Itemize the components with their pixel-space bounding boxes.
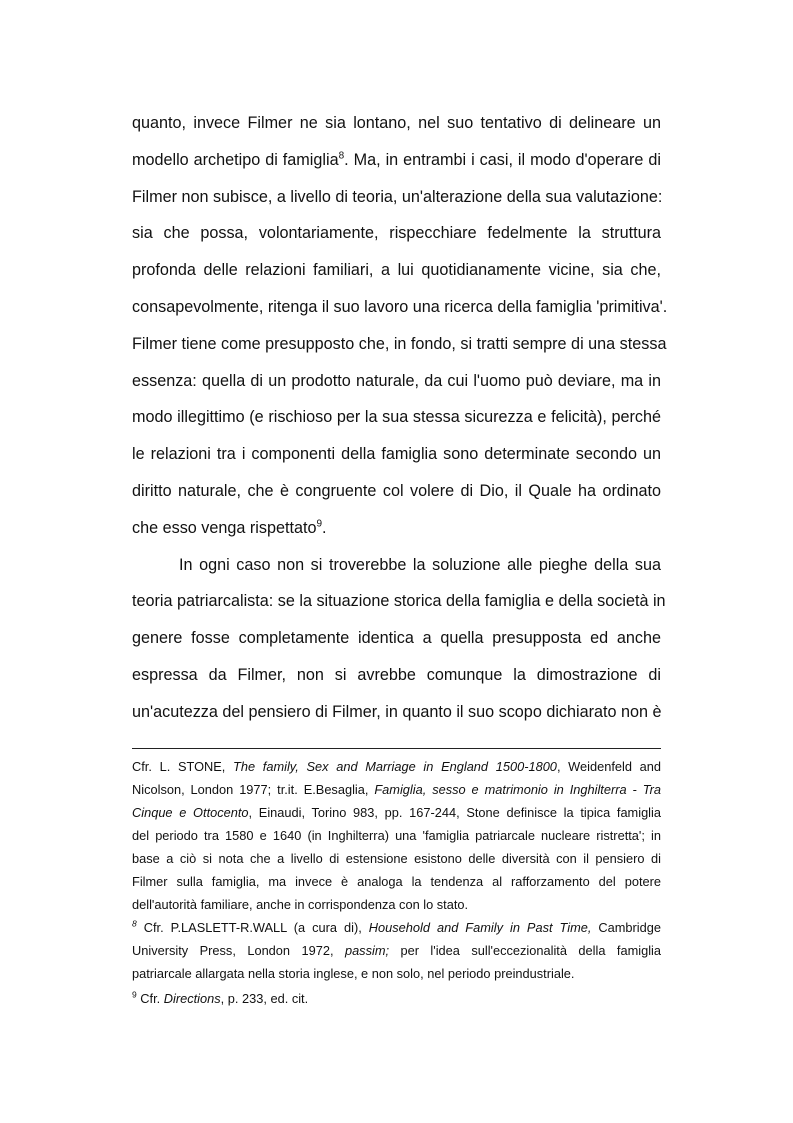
footnote-line bbox=[132, 870, 661, 893]
text-run: per l'idea sull'eccezionalità della famiglia bbox=[389, 943, 662, 958]
text-run: consapevolmente, ritenga il suo lavoro una ricerca della famiglia 'primitiva'. bbox=[132, 297, 668, 316]
text-run: diritto naturale, che è congruente col volere di Dio, il Quale ha ordinato bbox=[132, 481, 661, 500]
body-line bbox=[132, 363, 661, 400]
footnote-line bbox=[132, 962, 661, 985]
body-line bbox=[132, 215, 661, 252]
italic-text: Household and Family in Past Time, bbox=[368, 920, 592, 935]
text-run: del periodo tra 1580 e 1640 (in Inghilterra) una 'famiglia patriarcale nucleare ristretta'; in bbox=[132, 828, 661, 843]
body-text bbox=[132, 105, 668, 731]
text-run: In ogni caso non si troverebbe la soluzione alle pieghe della sua bbox=[179, 555, 661, 574]
text-run: . bbox=[322, 518, 327, 537]
body-line bbox=[132, 694, 661, 731]
text-run: modo illegittimo (e rischioso per la sua stessa sicurezza e felicità), perché bbox=[132, 408, 661, 427]
text-run: . Ma, in entrambi i casi, il modo d'operare di bbox=[344, 150, 661, 169]
text-run: espressa da Filmer, non si avrebbe comunque la dimostrazione di bbox=[132, 665, 661, 684]
footnote-separator bbox=[132, 748, 661, 749]
body-line bbox=[132, 547, 661, 584]
text-run: le relazioni tra i componenti della famiglia sono determinate secondo un bbox=[132, 445, 661, 464]
footnote-marker: 8 bbox=[338, 150, 345, 162]
body-line bbox=[132, 179, 661, 216]
text-run: Filmer tiene come presupposto che, in fondo, si tratti sempre di una stessa bbox=[132, 334, 667, 353]
footnote-marker: 8 bbox=[132, 918, 137, 929]
footnote-line bbox=[132, 755, 661, 778]
italic-text: The family, Sex and Marriage in England 1500-1800 bbox=[233, 759, 557, 774]
text-run: , Einaudi, Torino 983, pp. 167-244, Stone definisce la tipica famiglia bbox=[248, 805, 661, 820]
body-line bbox=[132, 289, 668, 326]
body-line bbox=[132, 252, 661, 289]
text-run: dell'autorità familiare, anche in corrispondenza con lo stato. bbox=[132, 897, 469, 912]
text-run: Cfr. bbox=[136, 991, 164, 1006]
text-run: Cambridge bbox=[591, 920, 661, 935]
text-run: profonda delle relazioni familiari, a lui quotidianamente vicine, sia che, bbox=[132, 261, 661, 280]
footnote-marker: 9 bbox=[316, 518, 323, 530]
text-run: sia che possa, volontariamente, rispecchiare fedelmente la struttura bbox=[132, 224, 661, 243]
footnote-line bbox=[132, 987, 661, 1010]
footnote-line bbox=[132, 893, 661, 916]
footnote-line bbox=[132, 801, 661, 824]
body-line bbox=[132, 620, 661, 657]
italic-text: passim; bbox=[344, 943, 390, 958]
body-line bbox=[132, 105, 661, 142]
text-run: , Weidenfeld and bbox=[556, 759, 662, 774]
text-run: che esso venga rispettato bbox=[132, 518, 317, 537]
text-run: patriarcale allargata nella storia inglese, e non solo, nel periodo preindustriale. bbox=[132, 966, 575, 981]
italic-text: Famiglia, sesso e matrimonio in Inghilterra - Tra bbox=[374, 782, 661, 797]
text-run: , p. 233, ed. cit. bbox=[220, 991, 309, 1006]
italic-text: Cinque e Ottocento bbox=[132, 805, 249, 820]
text-run: essenza: quella di un prodotto naturale, da cui l'uomo può deviare, ma in bbox=[132, 371, 661, 390]
body-line bbox=[132, 142, 661, 179]
footnote-line bbox=[132, 939, 661, 962]
text-run: Filmer sulla famiglia, ma invece è analoga la tendenza al rafforzamento del potere bbox=[132, 874, 661, 889]
text-run: University Press, London 1972, bbox=[132, 943, 345, 958]
footnote-line bbox=[132, 778, 661, 801]
text-run: Nicolson, London 1977; tr.it. E.Besaglia, bbox=[132, 782, 375, 797]
body-line bbox=[132, 657, 661, 694]
body-line bbox=[132, 473, 661, 510]
footnotes bbox=[132, 755, 661, 1010]
text-run: Cfr. L. STONE, bbox=[132, 759, 234, 774]
body-line bbox=[132, 583, 666, 620]
text-run: teoria patriarcalista: se la situazione storica della famiglia e della società in bbox=[132, 592, 666, 611]
text-run: Cfr. P.LASLETT-R.WALL (a cura di), bbox=[136, 920, 369, 935]
body-line bbox=[132, 326, 667, 363]
body-line bbox=[132, 436, 661, 473]
text-run: genere fosse completamente identica a quella presupposta ed anche bbox=[132, 629, 661, 648]
italic-text: Directions bbox=[163, 991, 221, 1006]
text-run: modello archetipo di famiglia bbox=[132, 150, 339, 169]
text-run: Filmer non subisce, a livello di teoria, un'alterazione della sua valutazione: bbox=[132, 187, 663, 206]
footnote-line bbox=[132, 824, 661, 847]
body-line bbox=[132, 510, 661, 547]
text-run: un'acutezza del pensiero di Filmer, in quanto il suo scopo dichiarato non è bbox=[132, 702, 662, 721]
footnote-marker: 9 bbox=[132, 989, 137, 1000]
body-line bbox=[132, 399, 661, 436]
text-run: quanto, invece Filmer ne sia lontano, nel suo tentativo di delineare un bbox=[132, 114, 661, 132]
text-run: base a ciò si nota che a livello di estensione esistono delle diversità con il pensiero di bbox=[132, 851, 661, 866]
footnote-line bbox=[132, 916, 661, 939]
footnote-line bbox=[132, 847, 661, 870]
